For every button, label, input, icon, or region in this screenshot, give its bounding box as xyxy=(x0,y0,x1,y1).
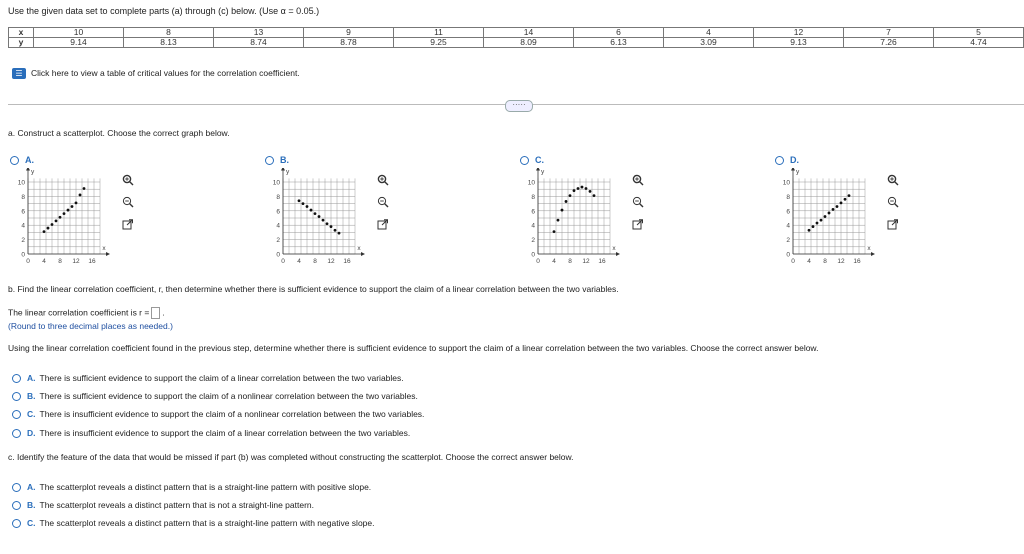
x-value-cell: 8 xyxy=(124,28,214,38)
r-prefix: The linear correlation coefficient is r = xyxy=(8,307,150,318)
scatterplot-b xyxy=(263,168,375,268)
option-letter: D. xyxy=(27,428,36,438)
y-tick-label: 4 xyxy=(786,222,790,230)
x-tick-label: 8 xyxy=(568,258,572,265)
x-label: x xyxy=(9,28,34,38)
y-value-cell: 8.78 xyxy=(304,38,394,48)
part_c-option-b[interactable] xyxy=(12,500,314,510)
radio-button[interactable] xyxy=(520,156,529,165)
x-axis-label: x xyxy=(102,245,106,252)
scatter-point xyxy=(75,201,78,204)
x-axis-label: x xyxy=(357,245,361,252)
popout-icon[interactable] xyxy=(377,219,389,231)
scatter-point xyxy=(334,229,337,232)
scatter-point xyxy=(840,201,843,204)
x-tick-label: 8 xyxy=(823,258,827,265)
option-text: There is insufficient evidence to support the claim of a nonlinear correlation between the two variables. xyxy=(39,409,425,419)
x-tick-label: 12 xyxy=(582,258,590,265)
part_b-option-b[interactable] xyxy=(12,391,418,401)
critical-values-link[interactable] xyxy=(12,68,300,79)
scatter-point xyxy=(55,219,58,222)
x-tick-label: 0 xyxy=(791,258,795,265)
scatter-point xyxy=(43,230,46,233)
round-note: (Round to three decimal places as needed.) xyxy=(8,321,173,331)
data-table xyxy=(8,27,1024,48)
scatter-point xyxy=(569,194,572,197)
scatter-point xyxy=(593,194,596,197)
x-tick-label: 16 xyxy=(88,258,96,265)
y-tick-label: 10 xyxy=(782,179,790,187)
y-tick-label: 6 xyxy=(21,208,25,216)
x-axis-label: x xyxy=(867,245,871,252)
zoom-in-icon[interactable] xyxy=(377,174,389,186)
scatter-point xyxy=(51,223,54,226)
y-tick-label: 2 xyxy=(531,237,535,245)
y-axis-label: y xyxy=(541,168,545,176)
option-letter: B. xyxy=(27,391,36,401)
x-tick-label: 0 xyxy=(536,258,540,265)
scatter-point xyxy=(565,200,568,203)
y-tick-label: 10 xyxy=(527,179,535,187)
y-value-cell: 4.74 xyxy=(934,38,1024,48)
scatter-point xyxy=(67,209,70,212)
zoom-in-icon[interactable] xyxy=(122,174,134,186)
option-text: The scatterplot reveals a distinct pattern that is a straight-line pattern with positive slope. xyxy=(39,482,372,492)
graph-option-c[interactable] xyxy=(520,155,544,165)
scatter-point xyxy=(573,189,576,192)
y-tick-label: 2 xyxy=(276,237,280,245)
using-text: Using the linear correlation coefficient found in the previous step, determine whether there is sufficient evidence to support the claim of a linear correlation between the two variables. Choose the correct answer below. xyxy=(8,343,819,353)
x-value-cell: 5 xyxy=(934,28,1024,38)
x-tick-label: 12 xyxy=(837,258,845,265)
y-value-cell: 9.13 xyxy=(754,38,844,48)
r-input[interactable] xyxy=(151,307,160,319)
part_b-option-d[interactable] xyxy=(12,428,410,438)
zoom-in-icon[interactable] xyxy=(632,174,644,186)
option-text: There is insufficient evidence to support the claim of a linear correlation between the two variables. xyxy=(39,428,411,438)
scatter-point xyxy=(322,219,325,222)
x-value-cell: 6 xyxy=(574,28,664,38)
y-value-cell: 9.14 xyxy=(34,38,124,48)
r-suffix: . xyxy=(162,307,165,318)
radio-button[interactable] xyxy=(12,501,21,510)
table-row-y xyxy=(9,38,1024,48)
radio-button[interactable] xyxy=(12,410,21,419)
scatter-point xyxy=(338,232,341,235)
graph-option-a[interactable] xyxy=(10,155,34,165)
scatter-point xyxy=(589,190,592,193)
y-axis-label: y xyxy=(286,168,290,176)
option-letter: C. xyxy=(27,409,36,419)
x-axis-label: x xyxy=(612,245,616,252)
more-button[interactable]: ····· xyxy=(505,100,533,112)
y-tick-label: 8 xyxy=(531,193,535,201)
part_b-option-c[interactable] xyxy=(12,409,424,419)
option-letter: D. xyxy=(790,155,799,165)
zoom-out-icon[interactable] xyxy=(632,196,644,208)
x-value-cell: 14 xyxy=(484,28,574,38)
scatter-point xyxy=(79,194,82,197)
option-text: The scatterplot reveals a distinct pattern that is a straight-line pattern with negative slope. xyxy=(39,518,375,528)
scatter-point xyxy=(83,187,86,190)
scatter-point xyxy=(824,215,827,218)
y-value-cell: 8.09 xyxy=(484,38,574,48)
x-value-cell: 7 xyxy=(844,28,934,38)
x-tick-label: 8 xyxy=(313,258,317,265)
x-value-cell: 12 xyxy=(754,28,844,38)
scatter-point xyxy=(47,227,50,230)
x-tick-label: 4 xyxy=(552,258,556,265)
y-axis-label: y xyxy=(31,168,35,176)
radio-button[interactable] xyxy=(775,156,784,165)
y-value-cell: 9.25 xyxy=(394,38,484,48)
scatter-point xyxy=(326,222,329,225)
x-tick-label: 0 xyxy=(26,258,30,265)
zoom-out-icon[interactable] xyxy=(887,196,899,208)
scatter-point xyxy=(310,209,313,212)
option-text: There is sufficient evidence to support the claim of a nonlinear correlation between the two variables. xyxy=(39,391,418,401)
popout-icon[interactable] xyxy=(122,219,134,231)
critical-values-link-text: Click here to view a table of critical values for the correlation coefficient. xyxy=(31,68,300,78)
y-value-cell: 6.13 xyxy=(574,38,664,48)
part-a-question: a. Construct a scatterplot. Choose the correct graph below. xyxy=(8,128,230,138)
scatter-point xyxy=(298,199,301,202)
y-tick-label: 10 xyxy=(272,179,280,187)
x-value-cell: 4 xyxy=(664,28,754,38)
scatter-point xyxy=(581,186,584,189)
scatter-point xyxy=(848,194,851,197)
scatter-point xyxy=(63,212,66,215)
scatter-point xyxy=(585,187,588,190)
x-value-cell: 9 xyxy=(304,28,394,38)
x-tick-label: 16 xyxy=(343,258,351,265)
y-axis-label: y xyxy=(796,168,800,176)
scatter-point xyxy=(577,187,580,190)
part_b-option-a[interactable] xyxy=(12,373,404,383)
y-tick-label: 0 xyxy=(21,251,25,259)
x-tick-label: 8 xyxy=(58,258,62,265)
scatter-point xyxy=(808,229,811,232)
zoom-out-icon[interactable] xyxy=(122,196,134,208)
scatter-point xyxy=(828,212,831,215)
y-tick-label: 2 xyxy=(786,237,790,245)
y-value-cell: 8.13 xyxy=(124,38,214,48)
y-tick-label: 4 xyxy=(276,222,280,230)
option-text: The scatterplot reveals a distinct pattern that is not a straight-line pattern. xyxy=(39,500,315,510)
scatter-point xyxy=(330,225,333,228)
scatter-point xyxy=(318,215,321,218)
y-tick-label: 0 xyxy=(531,251,535,259)
part-b-question: b. Find the linear correlation coefficient, r, then determine whether there is sufficient evidence to support the claim of a linear correlation between the two variables. xyxy=(8,284,619,294)
scatter-point xyxy=(59,216,62,219)
scatter-point xyxy=(836,205,839,208)
scatter-point xyxy=(557,219,560,222)
instruction-text: Use the given data set to complete parts (a) through (c) below. (Use α = 0.05.) xyxy=(8,6,320,16)
y-tick-label: 6 xyxy=(786,208,790,216)
scatter-point xyxy=(71,205,74,208)
radio-button[interactable] xyxy=(12,519,21,528)
y-value-cell: 7.26 xyxy=(844,38,934,48)
radio-button[interactable] xyxy=(12,374,21,383)
x-value-cell: 11 xyxy=(394,28,484,38)
table-row-x xyxy=(9,28,1024,38)
part_c-option-c[interactable] xyxy=(12,518,374,528)
radio-button[interactable] xyxy=(12,483,21,492)
radio-button[interactable] xyxy=(12,429,21,438)
radio-button[interactable] xyxy=(10,156,19,165)
popout-icon[interactable] xyxy=(632,219,644,231)
y-tick-label: 8 xyxy=(276,193,280,201)
table-icon: ☰ xyxy=(12,68,26,79)
part-c-question: c. Identify the feature of the data that would be missed if part (b) was completed without constructing the scatterplot. Choose the correct answer below. xyxy=(8,452,574,462)
y-tick-label: 0 xyxy=(786,251,790,259)
scatter-point xyxy=(553,230,556,233)
x-tick-label: 16 xyxy=(598,258,606,265)
option-letter: C. xyxy=(27,518,36,528)
option-letter: A. xyxy=(27,373,36,383)
y-tick-label: 4 xyxy=(21,222,25,230)
scatter-point xyxy=(302,202,305,205)
scatterplot-a xyxy=(8,168,120,268)
option-letter: A. xyxy=(27,482,36,492)
y-tick-label: 8 xyxy=(21,193,25,201)
y-tick-label: 2 xyxy=(21,237,25,245)
scatterplot-d xyxy=(773,168,885,268)
x-tick-label: 4 xyxy=(297,258,301,265)
option-letter: B. xyxy=(27,500,36,510)
scatter-point xyxy=(844,198,847,201)
scatter-point xyxy=(314,212,317,215)
x-tick-label: 12 xyxy=(327,258,335,265)
scatter-point xyxy=(820,219,823,222)
part_c-option-a[interactable] xyxy=(12,482,371,492)
popout-icon[interactable] xyxy=(887,219,899,231)
option-text: There is sufficient evidence to support the claim of a linear correlation between the two variables. xyxy=(39,373,404,383)
y-label: y xyxy=(9,38,34,48)
x-tick-label: 12 xyxy=(72,258,80,265)
radio-button[interactable] xyxy=(12,392,21,401)
option-letter: A. xyxy=(25,155,34,165)
x-tick-label: 0 xyxy=(281,258,285,265)
x-value-cell: 13 xyxy=(214,28,304,38)
y-tick-label: 8 xyxy=(786,193,790,201)
x-tick-label: 4 xyxy=(42,258,46,265)
option-letter: B. xyxy=(280,155,289,165)
radio-button[interactable] xyxy=(265,156,274,165)
y-tick-label: 10 xyxy=(17,179,25,187)
scatter-point xyxy=(832,208,835,211)
graph-option-d[interactable] xyxy=(775,155,799,165)
scatter-point xyxy=(561,209,564,212)
zoom-out-icon[interactable] xyxy=(377,196,389,208)
y-tick-label: 6 xyxy=(531,208,535,216)
r-answer-line xyxy=(8,307,165,319)
y-tick-label: 0 xyxy=(276,251,280,259)
scatter-point xyxy=(812,225,815,228)
option-letter: C. xyxy=(535,155,544,165)
x-value-cell: 10 xyxy=(34,28,124,38)
scatterplot-c xyxy=(518,168,630,268)
y-value-cell: 8.74 xyxy=(214,38,304,48)
x-tick-label: 4 xyxy=(807,258,811,265)
scatter-point xyxy=(816,222,819,225)
y-tick-label: 4 xyxy=(531,222,535,230)
zoom-in-icon[interactable] xyxy=(887,174,899,186)
graph-option-b[interactable] xyxy=(265,155,289,165)
x-tick-label: 16 xyxy=(853,258,861,265)
y-tick-label: 6 xyxy=(276,208,280,216)
y-value-cell: 3.09 xyxy=(664,38,754,48)
scatter-point xyxy=(306,205,309,208)
